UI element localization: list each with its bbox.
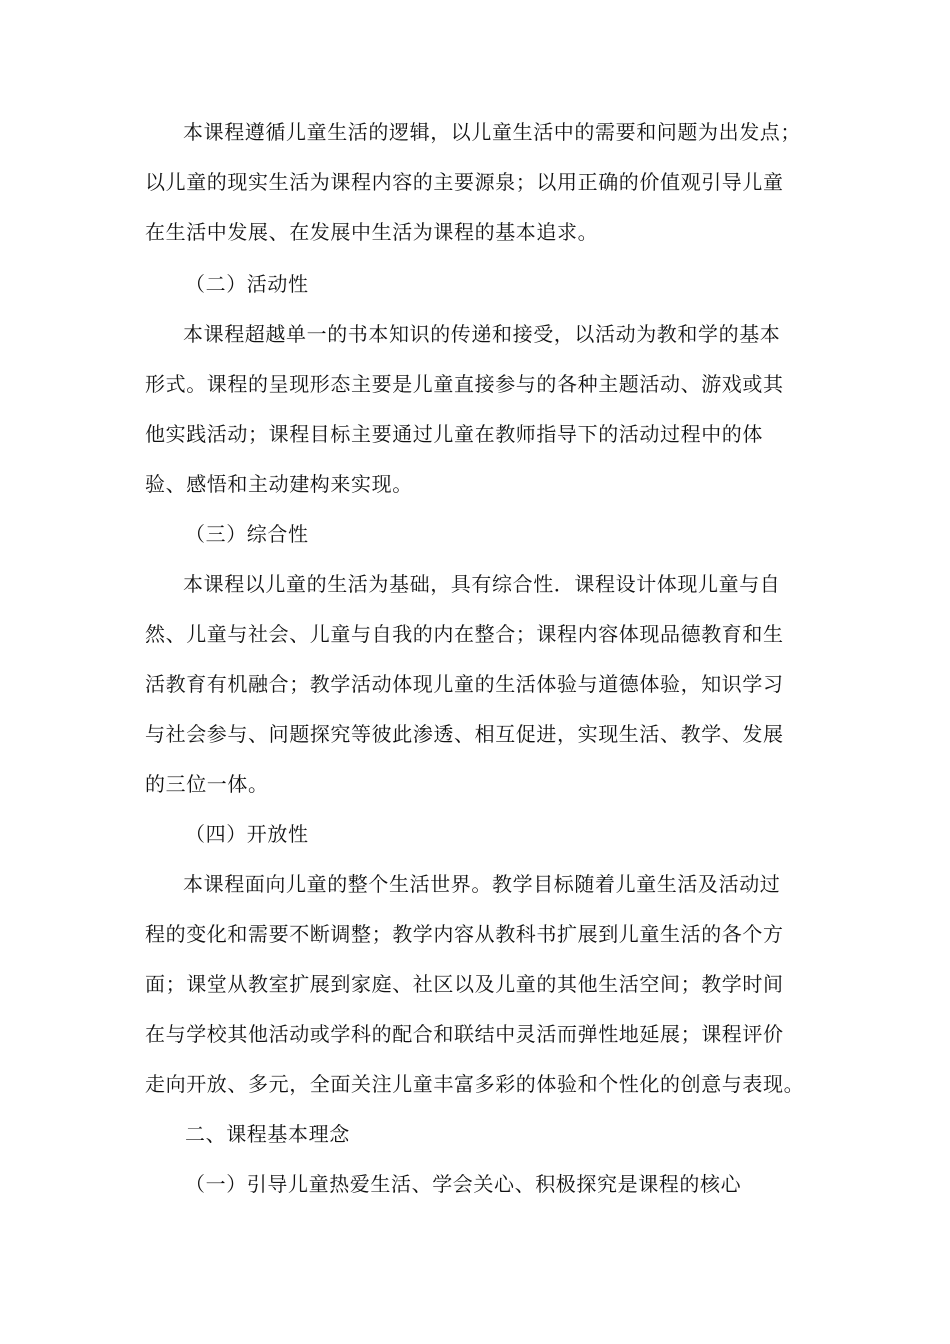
paragraph-line: 程的变化和需要不断调整；教学内容从教科书扩展到儿童生活的各个方 xyxy=(145,922,784,946)
paragraph-line: 在与学校其他活动或学科的配合和联结中灵活而弹性地延展；课程评价 xyxy=(145,1022,784,1046)
paragraph-line: 在生活中发展、在发展中生活为课程的基本追求。 xyxy=(145,220,599,244)
paragraph-line: 面；课堂从教室扩展到家庭、社区以及儿童的其他生活空间；教学时间 xyxy=(145,972,784,996)
paragraph-line: 走向开放、多元，全面关注儿童丰富多彩的体验和个性化的创意与表现。 xyxy=(145,1072,805,1096)
paragraph-line: 本课程超越单一的书本知识的传递和接受，以活动为教和学的基本 xyxy=(183,322,781,346)
paragraph-line: 本课程面向儿童的整个生活世界。教学目标随着儿童生活及活动过 xyxy=(183,872,781,896)
section-heading: （一）引导儿童热爱生活、学会关心、积极探究是课程的核心 xyxy=(185,1172,742,1196)
paragraph-line: 本课程遵循儿童生活的逻辑，以儿童生活中的需要和问题为出发点； xyxy=(183,120,801,144)
paragraph-line: 活教育有机融合；教学活动体现儿童的生活体验与道德体验，知识学习 xyxy=(145,672,784,696)
paragraph-line: 与社会参与、问题探究等彼此渗透、相互促进，实现生活、教学、发展 xyxy=(145,722,784,746)
section-heading: （四）开放性 xyxy=(185,822,309,846)
paragraph-line: 然、儿童与社会、儿童与自我的内在整合；课程内容体现品德教育和生 xyxy=(145,622,784,646)
section-heading: 二、课程基本理念 xyxy=(185,1122,350,1146)
paragraph-line: 以儿童的现实生活为课程内容的主要源泉；以用正确的价值观引导儿童 xyxy=(145,170,784,194)
section-heading: （三）综合性 xyxy=(185,522,309,546)
paragraph-line: 形式。课程的呈现形态主要是儿童直接参与的各种主题活动、游戏或其 xyxy=(145,372,784,396)
section-heading: （二）活动性 xyxy=(185,272,309,296)
paragraph-line: 验、感悟和主动建构来实现。 xyxy=(145,472,413,496)
paragraph-line: 本课程以儿童的生活为基础，具有综合性．课程设计体现儿童与自 xyxy=(183,572,781,596)
paragraph-line: 他实践活动；课程目标主要通过儿童在教师指导下的活动过程中的体 xyxy=(145,422,763,446)
paragraph-line: 的三位一体。 xyxy=(145,772,269,796)
